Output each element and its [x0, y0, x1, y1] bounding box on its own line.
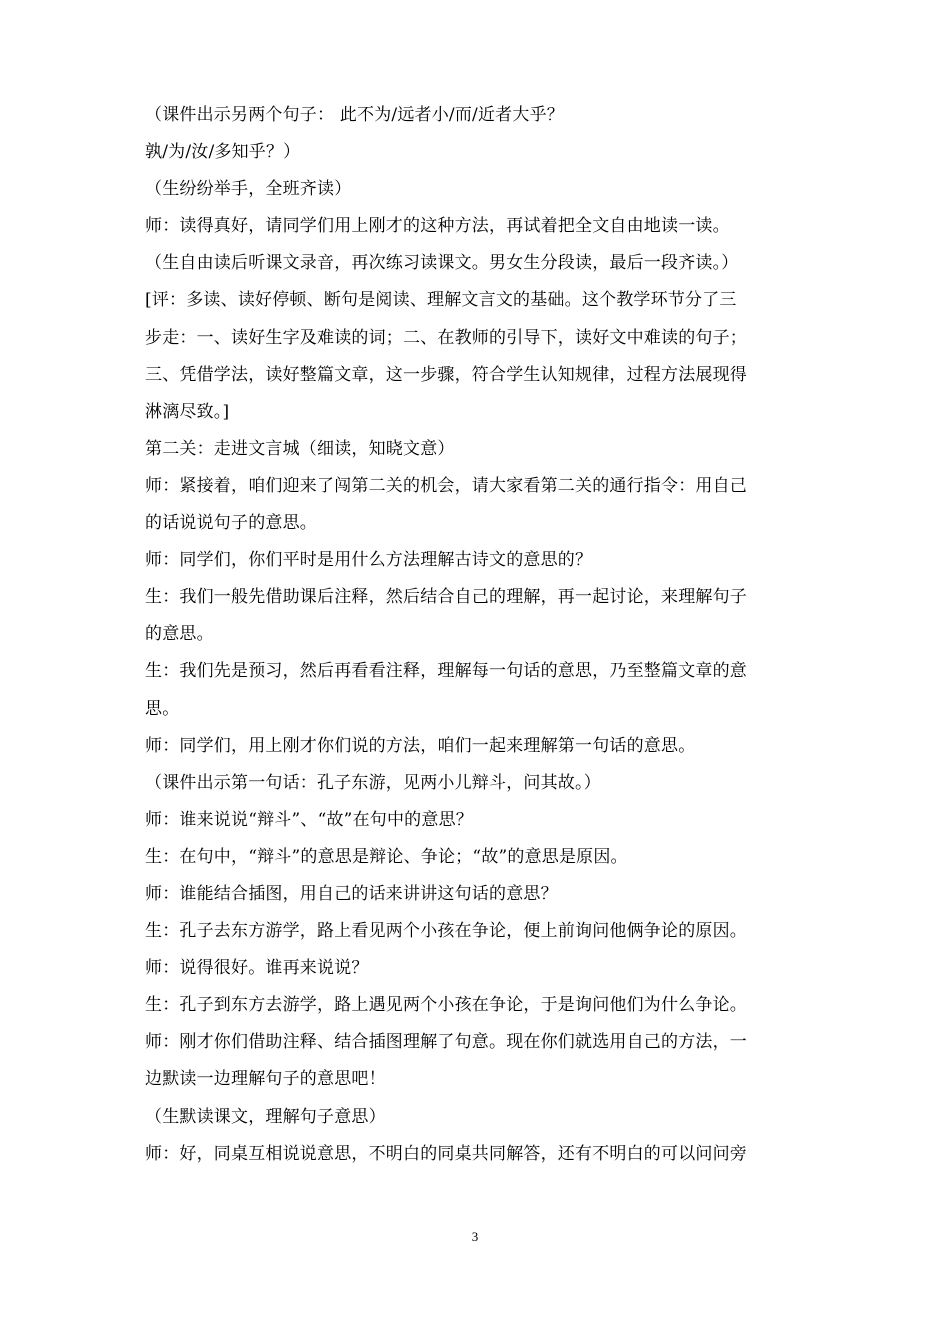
- text-line: 步走：一、读好生字及难读的词；二、在教师的引导下，读好文中难读的句子；: [145, 327, 747, 348]
- text-line: 师：刚才你们借助注释、结合插图理解了句意。现在你们就选用自己的方法，一: [145, 1032, 747, 1053]
- section-heading: 第二关：走进文言城（细读，知晓文意）: [145, 438, 455, 459]
- text-line: 生：在句中，“辩斗”的意思是辩论、争论；“故”的意思是原因。: [145, 846, 628, 867]
- text-line: 师：谁来说说“辩斗”、“故”在句中的意思？: [145, 809, 473, 830]
- text-line: （生纷纷举手，全班齐读）: [145, 179, 352, 200]
- text-line: 的意思。: [145, 624, 214, 645]
- text-line: 师：同学们，你们平时是用什么方法理解古诗文的意思的？: [145, 550, 593, 571]
- text-line: 生：我们先是预习，然后再看看注释，理解每一句话的意思，乃至整篇文章的意: [145, 661, 747, 682]
- text-line: 生：孔子到东方去游学，路上遇见两个小孩在争论，于是询问他们为什么争论。: [145, 995, 747, 1016]
- text-line: 思。: [145, 698, 180, 719]
- text-line: （课件出示另两个句子： 此不为/远者小/而/近者大乎？: [145, 105, 564, 125]
- text-line: 生：我们一般先借助课后注释，然后结合自己的理解，再一起讨论，来理解句子: [145, 587, 747, 608]
- text-line: 孰/为/汝/多知乎？）: [145, 142, 301, 163]
- text-line: 生：孔子去东方游学，路上看见两个小孩在争论，便上前询问他俩争论的原因。: [145, 921, 747, 942]
- page-number: 3: [471, 1229, 479, 1244]
- body-text: [145, 97, 815, 1173]
- text-line: 边默读一边理解句子的意思吧！: [145, 1069, 386, 1090]
- text-line: （课件出示第一句话：孔子东游，见两小儿辩斗，问其故。）: [145, 772, 601, 793]
- text-line: 淋漓尽致。]: [145, 401, 230, 422]
- text-line: 师：好，同桌互相说说意思，不明白的同桌共同解答，还有不明白的可以问问旁: [145, 1143, 747, 1164]
- text-line: 的话说说句子的意思。: [145, 513, 317, 534]
- text-line: 师：紧接着，咱们迎来了闯第二关的机会，请大家看第二关的通行指令：用自己: [145, 475, 747, 496]
- text-line: 三、凭借学法，读好整篇文章，这一步骤，符合学生认知规律，过程方法展现得: [145, 364, 747, 385]
- text-line: （生自由读后听课文录音，再次练习读课文。男女生分段读，最后一段齐读。）: [145, 253, 739, 274]
- text-line: 师：说得很好。谁再来说说？: [145, 958, 369, 979]
- text-line: 师：读得真好，请同学们用上刚才的这种方法，再试着把全文自由地读一读。: [145, 216, 730, 237]
- text-line: （生默读课文，理解句子意思）: [145, 1106, 386, 1127]
- text-line: [评：多读、读好停顿、断句是阅读、理解文言文的基础。这个教学环节分了三: [145, 290, 737, 311]
- text-line: 师：同学们，用上刚才你们说的方法，咱们一起来理解第一句话的意思。: [145, 735, 696, 756]
- text-line: 师：谁能结合插图，用自己的话来讲讲这句话的意思？: [145, 883, 558, 904]
